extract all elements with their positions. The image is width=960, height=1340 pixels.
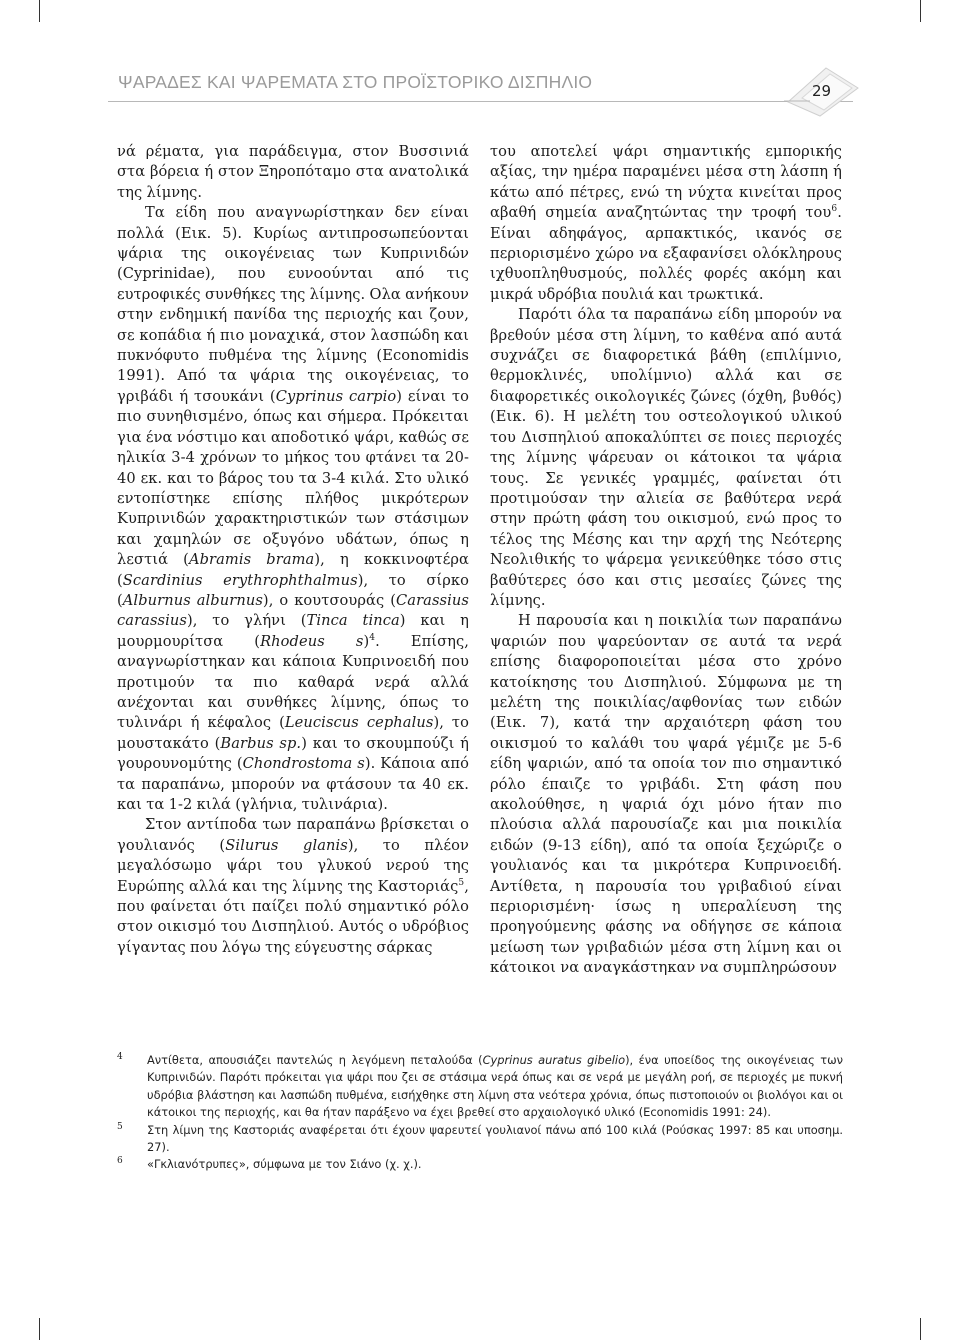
running-head-title: ΨΑΡΑΔΕΣ ΚΑΙ ΨΑΡΕΜΑΤΑ ΣΤΟ ΠΡΟΪΣΤΟΡΙΚΟ ΔΙΣΠΗΛΙΟ: [118, 72, 593, 92]
species-name: Barbus sp.: [220, 734, 302, 752]
footnote-ref: 4: [369, 632, 376, 643]
text-run: Η παρουσία και η ποικιλία των παραπάνω ψαριών που ψαρεύονταν σε αυτά τα νερά επίσης διαφοροποιείται μέσα στο χρόνο κατοίκησης του Δισπηλιού. Σύμφωνα με τη μελέτη της ποικιλίας/αφθονίας των ειδών (Εικ. 7), κατά την αρχαιότερη φάση του οικισμού το καλάθι του ψαρά γέμιζε με 5-6 είδη ψαριών, από τα οποία τον πιο σημαντικό ρόλο έπαιζε το γριβάδι. Στη φάση που ακολούθησε, η ψαριά όχι μόνο ήταν πιο πλούσια αλλά παρουσίαζε και μια ποικιλία ειδών (9-13 είδη), από τα οποία ξεχώριζε ο γουλιανός και τα μικρότερα Κυπρινοειδή. Αντίθετα, η παρουσία του γριβαδιού είναι περιορισμένη· ίσως η υπεραλίευση της προηγούμενης φάσης να οδήγησε σε κάποια μείωση των γριβαδιών μέσα στη λίμνη και οι κάτοικοι να αναγκάστηκαν να συμπληρώσουν: [490, 612, 842, 977]
footnote-ref: 5: [458, 877, 465, 888]
crop-mark-bottom-right: [920, 1318, 921, 1340]
species-name: Tinca tinca: [306, 612, 400, 630]
species-name: Cyprinus auratus gibelio: [482, 1053, 626, 1067]
footnote-ref: 6: [831, 204, 838, 215]
crop-mark-bottom-left: [39, 1318, 40, 1340]
text-run: ), το σίρκο (: [117, 571, 469, 609]
text-run: «Γκλιανότρυπες», σύμφωνα με τον Σιάνο (χ. χ.).: [147, 1157, 422, 1172]
text-run: ) και η μουρμουρίτσα (: [117, 612, 469, 650]
text-run: ), η κοκκινοφτέρα (: [117, 551, 469, 589]
footnotes: [117, 1052, 843, 1174]
text-run: ) και το σκουμπούζι ή γουρουνομύτης (: [117, 734, 469, 773]
paragraph: [490, 142, 842, 305]
text-run: νά ρέματα, για παράδειγμα, στον Βυσσινιά στα βόρεια ή στον Ξηροπόταμο στα ανατολικά της λίμνης.: [117, 143, 469, 201]
species-name: Alburnus alburnus: [122, 591, 263, 609]
paragraph: [490, 611, 842, 978]
text-run: ), ένα υποείδος της οικογένειας των Κυπρινιδών. Παρότι πρόκειται για ψάρι που ζει σε στάσιμα νερά όπως και σε νερά με μεγάλη ροή, σε περιοχές με πυκνή υδρόβια βλάστηση και λασπώδη πυθμένα, εισήχθηκε στη λίμνη στα νεότερα χρόνια, όπως πιστοποιούν οι βιολόγοι και οι κάτοικοι της περιοχής, και θα ήταν παράξενο να έχει βρεθεί στο αρχαιολογικό υλικό (Economidis 1991: 24).: [147, 1053, 843, 1120]
text-run: ), το μουστακάτο (: [117, 714, 469, 752]
text-run: Στον αντίποδα των παραπάνω βρίσκεται ο γουλιανός (: [117, 816, 469, 854]
crop-mark-top-right: [920, 0, 921, 22]
footnote-number: 4: [117, 1052, 123, 1062]
header-rule: [108, 101, 853, 102]
species-name: Cyprinus carpio: [275, 387, 397, 405]
text-run: ), ο κουτσουράς (: [262, 591, 397, 609]
species-name: Silurus glanis: [225, 836, 348, 854]
text-run: Τα είδη που αναγνωρίστηκαν δεν είναι πολλά (Εικ. 5). Κυρίως αντιπροσωπεύονται ψάρια της οικογένειας των Κυπρινιδών (Cyprinidae), που ευνοούνται από τις ευτροφικές συνθήκες της λίμνης. Ολα ανήκουν στην ενδημική πανίδα της περιοχής και ζουν, σε κοπάδια ή πιο μοναχικά, στον λασπώδη και πυκνόφυτο πυθμένα της λίμνης (Economidis 1991). Από τα ψάρια της οικογένειας, το γριβάδι ή τσουκάνι (: [117, 204, 469, 405]
right-text-column: [490, 142, 842, 979]
text-run: του αποτελεί ψάρι σημαντικής εμπορικής αξίας, την ημέρα παραμένει μέσα στη λάσπη ή κάτω από πέτρες, ενώ τη νύχτα κινείται προς αβαθή σημεία αναζητώντας την τροφή του: [490, 143, 842, 222]
species-name: Leuciscus cephalus: [284, 714, 434, 732]
crop-mark-top-left: [39, 0, 40, 22]
page-number: 29: [812, 82, 832, 100]
text-run: Παρότι όλα τα παραπάνω είδη μπορούν να βρεθούν μέσα στη λίμνη, το καθένα από αυτά συχνάζει σε διαφορετικά βάθη (επιλίμνιο, θερμοκλινές, υπολίμνιο) αλλά και σε διαφορετικές οικολογικές ζώνες (όχθη, βυθός) (Εικ. 6). Η μελέτη του οστεολογικού υλικού του Δισπηλιού αποκαλύπτει σε ποιες περιοχές της λίμνης ψάρευαν οι κάτοικοι τα ψάρια τους. Σε γενικές γραμμές, φαίνεται ότι προτιμούσαν την αλιεία σε βαθύτερα νερά στην πρώτη φάση του οικισμού, ενώ προς το τέλος της Μέσης και την αρχή της Νεότερης Νεολιθικής το ψάρεμα γενικεύθηκε τόσο στις βαθύτερες όσο και στις μεσαίες ζώνες της λίμνης.: [490, 306, 842, 609]
paragraph: [117, 203, 469, 815]
text-run: ) είναι το πιο συνηθισμένο, όπως και σήμερα. Πρόκειται για ένα νόστιμο και αποδοτικό ψάρι, καθώς σε ηλικία 3-4 χρόνων το μήκος του φτάνει τα 20-40 εκ. και το βάρος του τα 3-4 κιλά. Στο υλικό εντοπίστηκε επίσης πλήθος μικρότερων Κυπρινιδών χαρακτηριστικών των στάσιμων και χαμηλών σε οξυγόνο υδάτων, όπως η λεστιά (: [117, 387, 469, 569]
species-name: Chondrostoma s: [242, 755, 365, 773]
paragraph: [117, 815, 469, 958]
species-name: Abramis brama: [188, 551, 315, 569]
text-run: . Είναι αδηφάγος, αρπακτικός, ικανός σε περιορισμένο χώρο να εξαφανίσει ολόκληρους ιχθυοπληθυσμούς, πολλές φορές ακόμη και μικρά υδρόβια πουλιά και τρωκτικά.: [490, 204, 842, 303]
text-run: Στη λίμνη της Καστοριάς αναφέρεται ότι έχουν ψαρευτεί γουλιανοί πάνω από 100 κιλά (Ρούσκας 1997: 85 και υποσημ. 27).: [147, 1122, 843, 1155]
text-run: . Επίσης, αναγνωρίστηκαν και κάποια Κυπρινοειδή που προτιμούν τα πιο καθαρά νερά αλλά ανέχονται και συνθήκες λίμνης, όπως το τυλινάρι ή κέφαλος (: [117, 632, 470, 732]
species-name: Scardinius erythrophthalmus: [122, 571, 358, 589]
species-name: Carassius carassius: [117, 591, 469, 630]
text-run: Αντίθετα, απουσιάζει παντελώς η λεγόμενη πεταλούδα (: [147, 1053, 483, 1067]
footnote: [117, 1156, 843, 1173]
text-run: ). Κάποια από τα παραπάνω, μπορούν να φτάσουν τα 40 εκ. και τα 1-2 κιλά (γλήνια, τυλινάρια).: [117, 755, 469, 813]
text-run: ): [363, 632, 370, 650]
text-run: ), το γλήνι (: [187, 612, 307, 630]
species-name: Rhodeus s: [260, 632, 364, 650]
footnote-number: 5: [117, 1121, 123, 1132]
text-run: ), το πλέον μεγαλόσωμο ψάρι του γλυκού νερού της Ευρώπης αλλά και της λίμνης της Καστοριάς: [117, 836, 469, 895]
footnote-number: 6: [117, 1156, 123, 1167]
paragraph: [117, 142, 469, 203]
left-text-column: [117, 142, 469, 958]
paragraph: [490, 305, 842, 611]
text-run: , που φαίνεται ότι παίζει πολύ σημαντικό ρόλο στον οικισμό του Δισπηλιού. Αυτός ο υδρόβιος γίγαντας που λόγω της εύγευστης σάρκας: [117, 877, 469, 956]
footnote: [117, 1052, 843, 1122]
footnote: [117, 1122, 843, 1157]
